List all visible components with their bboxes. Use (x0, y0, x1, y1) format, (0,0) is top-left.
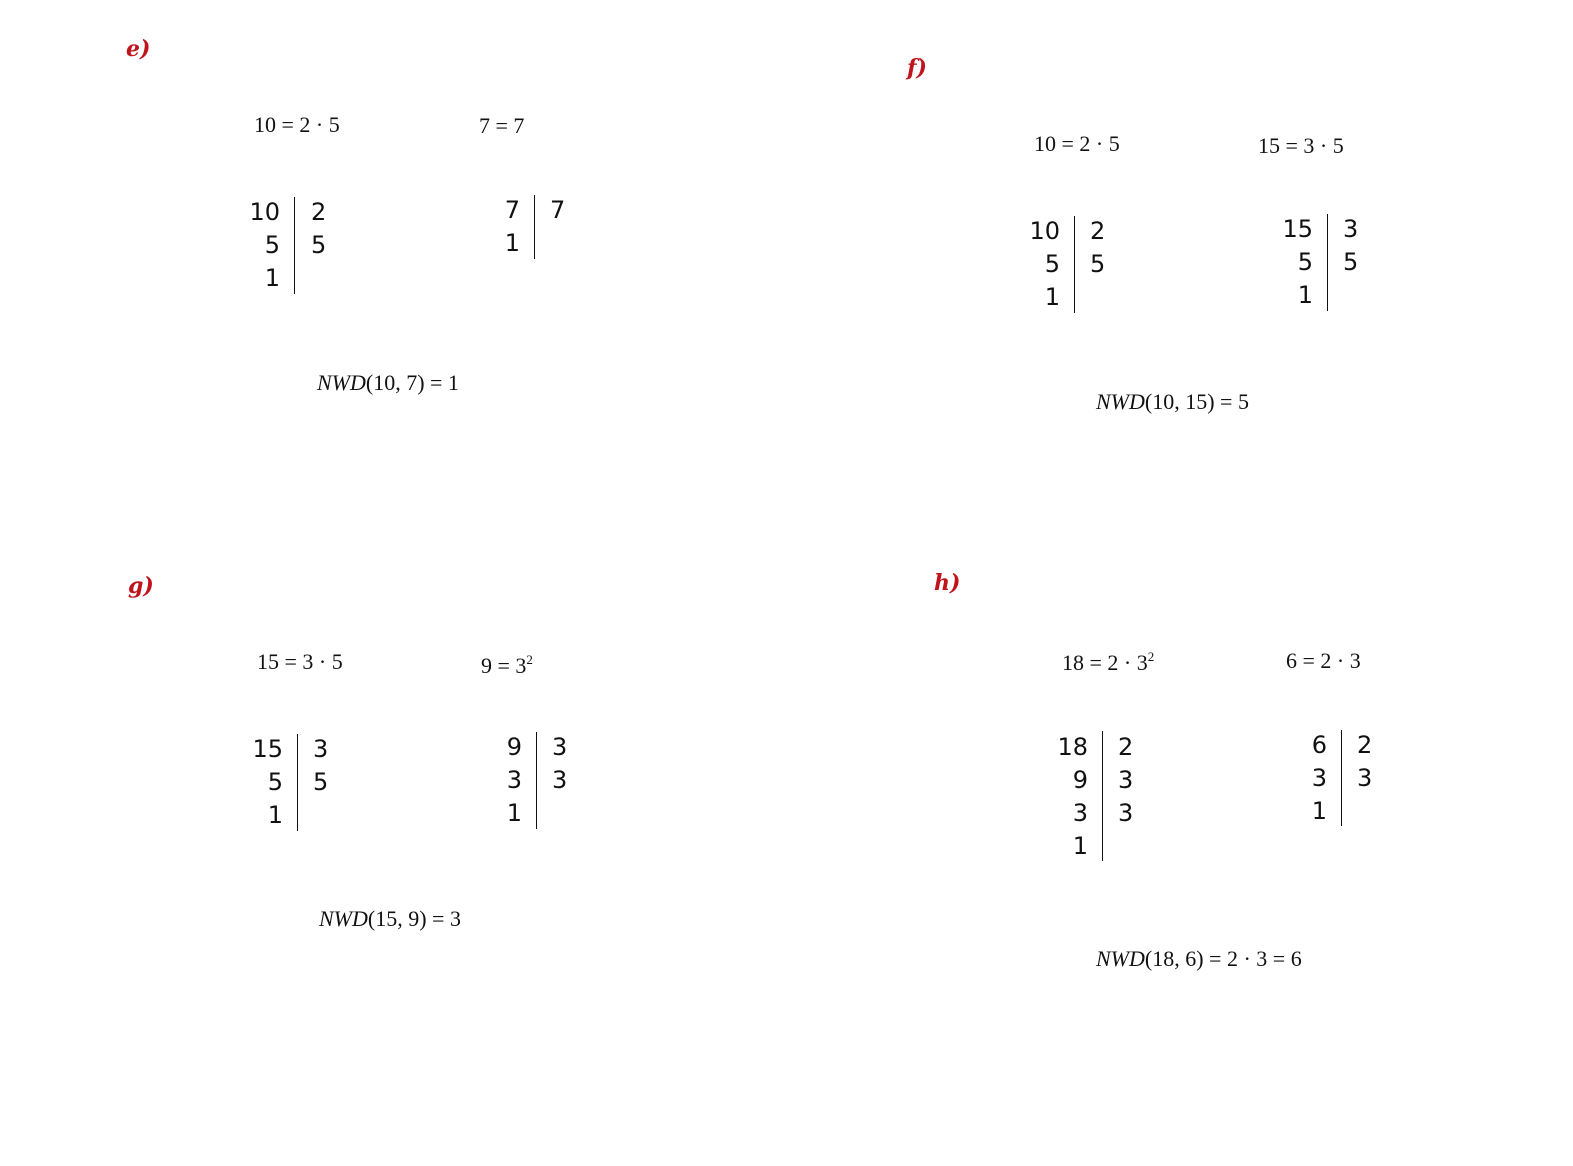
gcd-result-e: NWD(10, 7) = 1 (317, 370, 459, 395)
left-cell: 5 (264, 231, 280, 259)
factor-table-f-2 (1273, 213, 1373, 313)
problem-f-label: f) (907, 55, 927, 81)
factor-table-e-2 (480, 194, 580, 264)
left-cell: 1 (1044, 283, 1060, 311)
divider-line (294, 197, 295, 294)
problem-h-label: h) (934, 570, 961, 596)
problem-g-label: g) (128, 573, 154, 599)
factorization-f-2: 15 = 3 · 5 (1258, 133, 1344, 158)
left-cell: 1 (267, 801, 283, 829)
factorization-g-1: 15 = 3 · 5 (257, 649, 343, 674)
divider-line (536, 732, 537, 829)
factor-table-f-1 (1020, 215, 1120, 315)
right-cell: 7 (550, 196, 566, 224)
divider-line (1074, 216, 1075, 313)
right-cell: 3 (552, 733, 568, 761)
left-cell: 18 (1057, 733, 1088, 761)
factorization-g-2: $9 = 3^2$ (481, 652, 533, 678)
factorization-h-2: 6 = 2 · 3 (1286, 648, 1361, 673)
factor-table-h-2 (1287, 729, 1387, 829)
factorization-h-1: $18 = 2 \cdot 3^2$ (1062, 649, 1155, 675)
right-cell: 5 (313, 768, 329, 796)
right-cell: 3 (552, 766, 568, 794)
left-cell: 9 (506, 733, 522, 761)
factorization-e-2: 7 = 7 (479, 113, 525, 138)
right-cell: 3 (1118, 766, 1134, 794)
factor-table-g-2 (482, 731, 582, 831)
left-cell: 10 (1029, 217, 1060, 245)
factorization-f-1: 10 = 2 · 5 (1034, 131, 1120, 156)
problem-e-label: e) (126, 36, 151, 62)
right-cell: 3 (313, 735, 329, 763)
right-cell: 3 (1343, 215, 1359, 243)
gcd-result-f: NWD(10, 15) = 5 (1096, 389, 1249, 414)
factor-table-e-1 (240, 196, 340, 296)
left-cell: 3 (1311, 764, 1327, 792)
right-cell: 5 (1090, 250, 1106, 278)
gcd-result-h: NWD(18, 6) = 2 · 3 = 6 (1096, 946, 1302, 971)
left-cell: 15 (252, 735, 283, 763)
right-cell: 5 (1343, 248, 1359, 276)
left-cell: 1 (504, 229, 520, 257)
factor-table-g-1 (243, 733, 343, 833)
divider-line (1102, 731, 1103, 861)
right-cell: 5 (311, 231, 327, 259)
left-cell: 3 (506, 766, 522, 794)
left-cell: 3 (1072, 799, 1088, 827)
right-cell: 2 (1118, 733, 1134, 761)
right-cell: 2 (1090, 217, 1106, 245)
left-cell: 7 (504, 196, 520, 224)
left-cell: 9 (1072, 766, 1088, 794)
left-cell: 15 (1282, 215, 1313, 243)
gcd-result-g: NWD(15, 9) = 3 (319, 906, 461, 931)
left-cell: 5 (1297, 248, 1313, 276)
left-cell: 1 (1072, 832, 1088, 860)
left-cell: 1 (506, 799, 522, 827)
left-cell: 1 (1297, 281, 1313, 309)
factor-table-h-1 (1048, 731, 1148, 866)
divider-line (1341, 730, 1342, 826)
right-cell: 2 (1357, 731, 1373, 759)
left-cell: 5 (1044, 250, 1060, 278)
left-cell: 5 (267, 768, 283, 796)
right-cell: 3 (1357, 764, 1373, 792)
left-cell: 6 (1311, 731, 1327, 759)
factorization-e-1: 10 = 2 · 5 (254, 112, 340, 137)
divider-line (297, 734, 298, 831)
left-cell: 1 (1311, 797, 1327, 825)
right-cell: 2 (311, 198, 327, 226)
divider-line (534, 195, 535, 259)
right-cell: 3 (1118, 799, 1134, 827)
left-cell: 1 (264, 264, 280, 292)
left-cell: 10 (249, 198, 280, 226)
divider-line (1327, 214, 1328, 311)
